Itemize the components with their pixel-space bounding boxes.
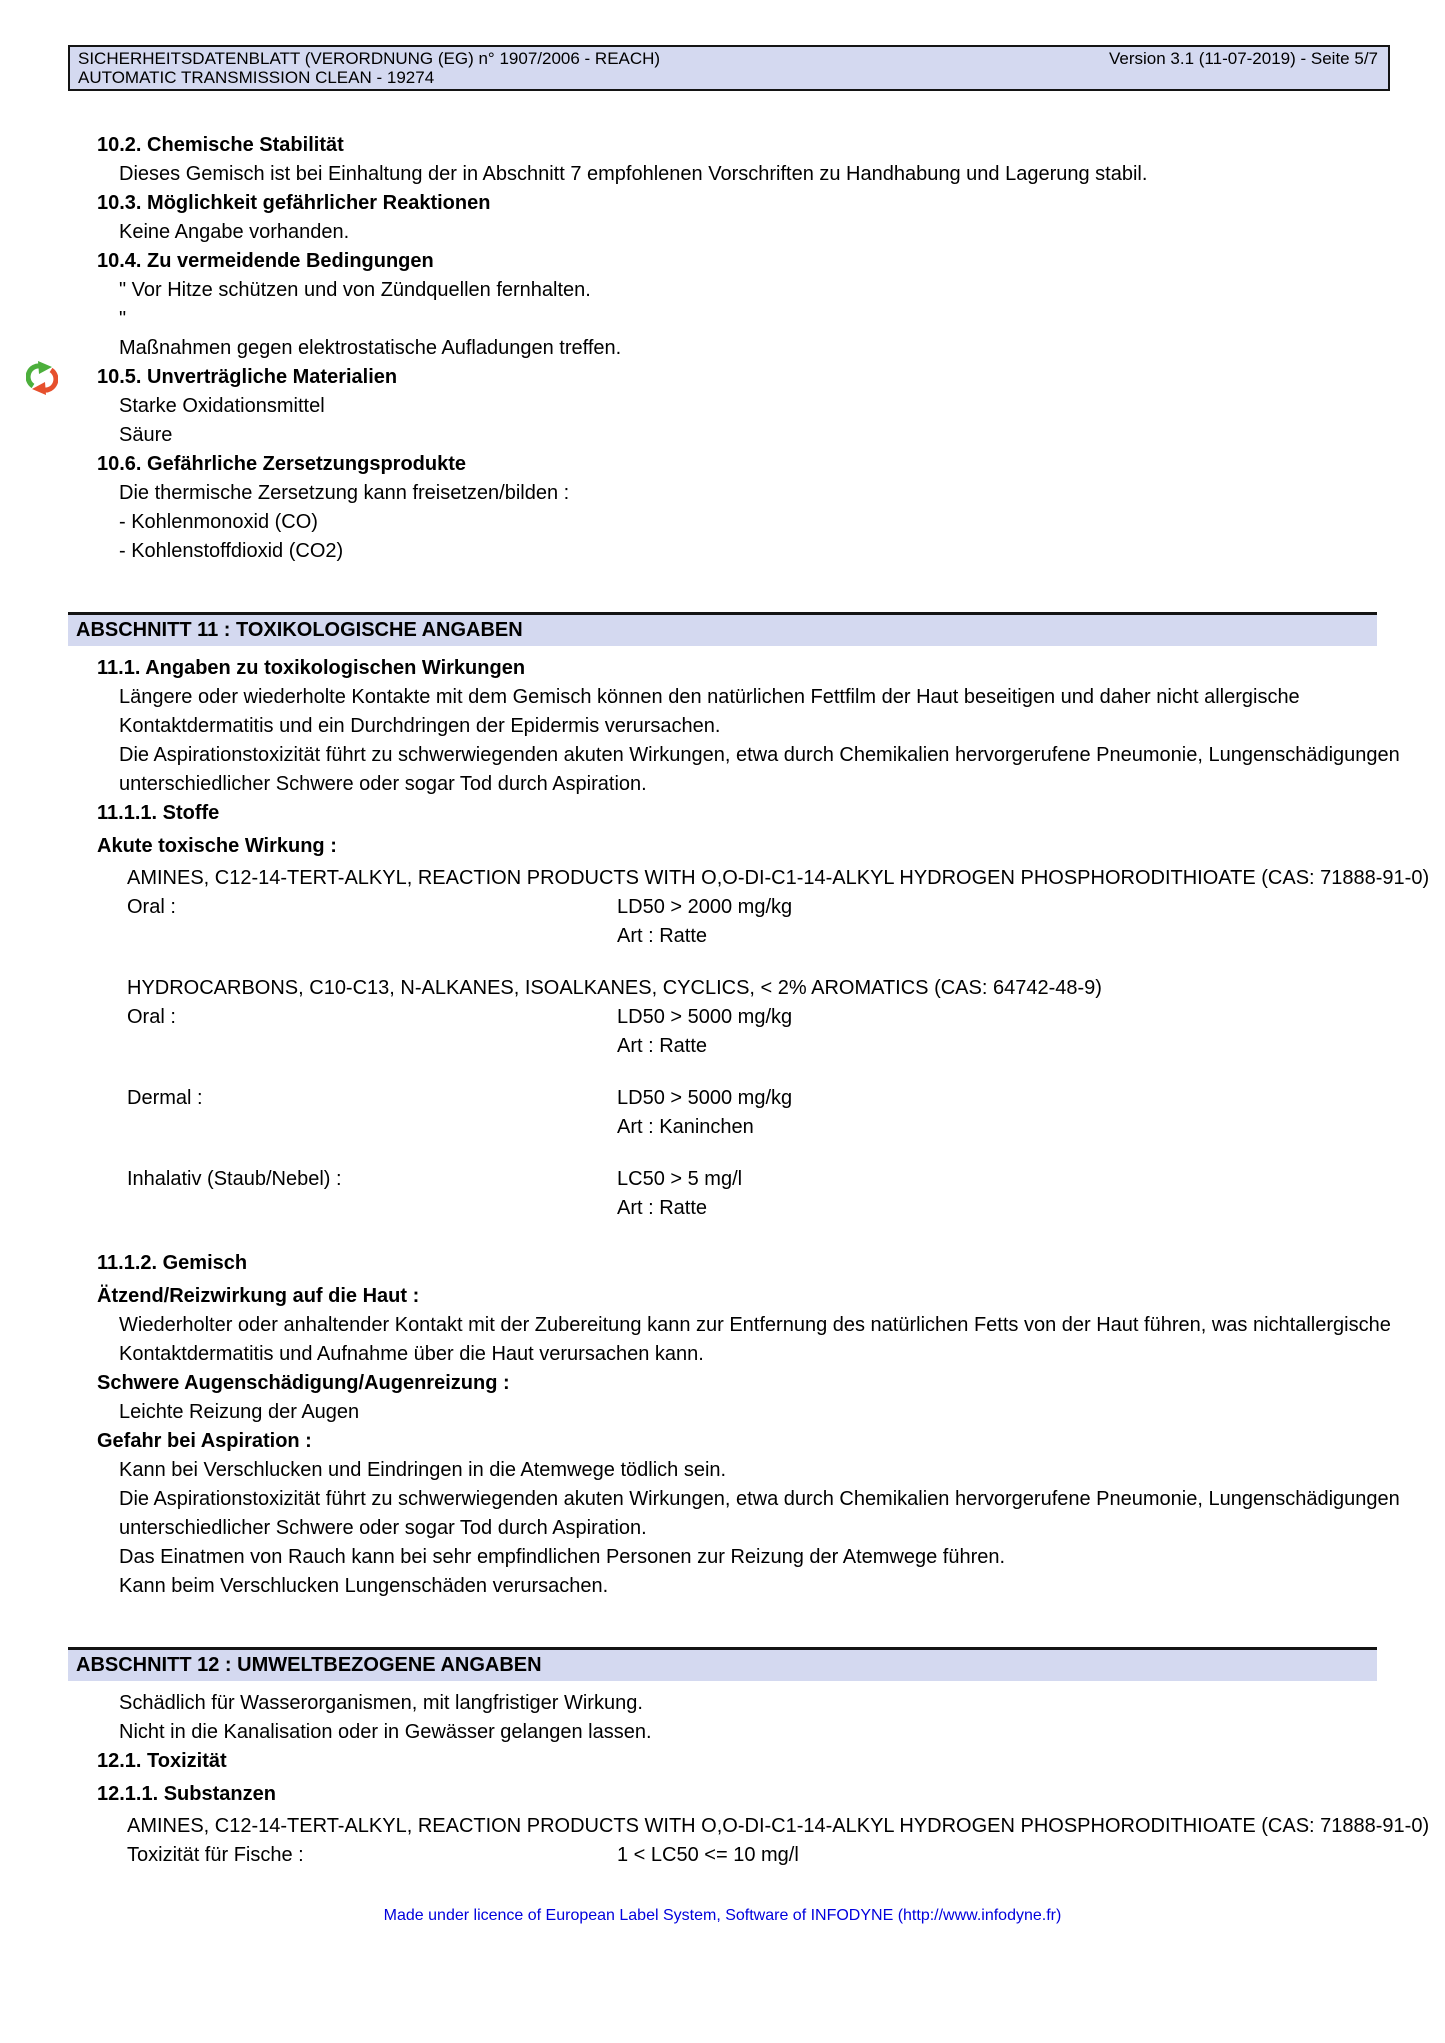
test-species: Art : Ratte: [617, 1197, 708, 1219]
aspiration-text-4: Kann beim Verschlucken Lungenschäden verursachen.: [119, 1575, 609, 1597]
text-11-1-para2: Die Aspirationstoxizität führt zu schwerwiegenden akuten Wirkungen, etwa durch Chemikalien hervorgerufene Pneumonie, Lungenschädigungen unterschiedlicher Schwere oder sogar Tod durch Aspiration.: [119, 744, 1400, 795]
test-species: Art : Ratte: [617, 925, 708, 947]
eye-damage-heading: Schwere Augenschädigung/Augenreizung :: [97, 1372, 510, 1394]
exposure-route-label: Inhalativ (Staub/Nebel) :: [127, 1168, 342, 1190]
section-11-title: ABSCHNITT 11 : TOXIKOLOGISCHE ANGABEN: [76, 619, 523, 641]
toxicity-value: LC50 > 5 mg/l: [617, 1168, 743, 1190]
aspiration-text-1: Kann bei Verschlucken und Eindringen in die Atemwege tödlich sein.: [119, 1459, 727, 1481]
skin-corrosion-heading: Ätzend/Reizwirkung auf die Haut :: [97, 1285, 420, 1307]
text-10-4-line3: Maßnahmen gegen elektrostatische Aufladungen treffen.: [119, 337, 622, 359]
toxicity-value: LD50 > 5000 mg/kg: [617, 1006, 793, 1028]
heading-10-5: 10.5. Unverträgliche Materialien: [97, 366, 398, 388]
eye-damage-text: Leichte Reizung der Augen: [119, 1401, 360, 1423]
document-body: [0, 91, 1445, 1870]
document-header-row1: [78, 49, 1378, 68]
toxicity-row: [127, 1084, 1445, 1113]
text-10-6-line2: - Kohlenmonoxid (CO): [119, 511, 318, 533]
substance-block-hydrocarbons: [127, 974, 1445, 1223]
toxicity-row: [127, 1165, 1445, 1194]
text-10-3: Keine Angabe vorhanden.: [119, 221, 350, 243]
exposure-route-label: Oral :: [127, 896, 176, 918]
text-10-6-line3: - Kohlenstoffdioxid (CO2): [119, 540, 344, 562]
test-species: Art : Kaninchen: [617, 1116, 754, 1138]
eco-toxicity-table: [0, 1812, 1445, 1870]
aspiration-hazard-heading: Gefahr bei Aspiration :: [97, 1430, 312, 1452]
heading-10-6: 10.6. Gefährliche Zersetzungsprodukte: [97, 453, 466, 475]
section-11-band: [68, 612, 1377, 646]
substance-name: AMINES, C12-14-TERT-ALKYL, REACTION PRODUCTS WITH O,O-DI-C1-14-ALKYL HYDROGEN PHOSPHORODITHIOATE (CAS: 71888-91-0): [127, 867, 1430, 889]
substance-block-amines: [127, 864, 1445, 951]
text-12-intro-2: Nicht in die Kanalisation oder in Gewässer gelangen lassen.: [119, 1721, 652, 1743]
aspiration-text-2: Die Aspirationstoxizität führt zu schwerwiegenden akuten Wirkungen, etwa durch Chemikalien hervorgerufene Pneumonie, Lungenschädigungen unterschiedlicher Schwere oder sogar Tod durch Aspiration.: [119, 1488, 1400, 1539]
section-12-band: [68, 1647, 1377, 1681]
heading-12-1: 12.1. Toxizität: [97, 1750, 227, 1772]
heading-10-4: 10.4. Zu vermeidende Bedingungen: [97, 250, 434, 272]
toxicity-value: LD50 > 5000 mg/kg: [617, 1087, 793, 1109]
toxicity-entry: [127, 893, 1445, 951]
text-12-intro-1: Schädlich für Wasserorganismen, mit langfristiger Wirkung.: [119, 1692, 643, 1714]
substance-block-amines-eco: [127, 1812, 1445, 1870]
toxicity-row: [127, 1003, 1445, 1032]
substance-name: HYDROCARBONS, C10-C13, N-ALKANES, ISOALKANES, CYCLICS, < 2% AROMATICS (CAS: 64742-48-9): [127, 977, 1102, 999]
heading-11-1-2: 11.1.2. Gemisch: [97, 1252, 248, 1274]
acute-toxicity-heading: Akute toxische Wirkung :: [97, 835, 337, 857]
toxicity-entry: [127, 1003, 1445, 1061]
heading-10-2: 10.2. Chemische Stabilität: [97, 134, 344, 156]
document-header: [68, 45, 1390, 91]
substance-name: AMINES, C12-14-TERT-ALKYL, REACTION PRODUCTS WITH O,O-DI-C1-14-ALKYL HYDROGEN PHOSPHORODITHIOATE (CAS: 71888-91-0): [127, 1815, 1430, 1837]
heading-11-1: 11.1. Angaben zu toxikologischen Wirkungen: [97, 657, 526, 679]
toxicity-value: LD50 > 2000 mg/kg: [617, 896, 793, 918]
exposure-route-label: Dermal :: [127, 1087, 203, 1109]
licence-link[interactable]: Made under licence of European Label System, Software of INFODYNE (http://www.infodyne.fr): [383, 1907, 1062, 1924]
sds-title: SICHERHEITSDATENBLATT (VERORDNUNG (EG) n° 1907/2006 - REACH): [78, 49, 661, 68]
toxicity-row: [127, 1841, 1445, 1870]
text-10-6-line1: Die thermische Zersetzung kann freisetzen/bilden :: [119, 482, 570, 504]
exposure-route-label: Oral :: [127, 1006, 176, 1028]
section-12-title: ABSCHNITT 12 : UMWELTBEZOGENE ANGABEN: [76, 1654, 542, 1676]
licence-footer: [0, 1906, 1445, 1926]
text-10-5-line2: Säure: [119, 424, 173, 446]
fish-toxicity-label: Toxizität für Fische :: [127, 1844, 304, 1866]
toxicity-entry: [127, 1084, 1445, 1142]
toxicity-entry: [127, 1165, 1445, 1223]
text-10-4-line2: ": [119, 308, 127, 330]
version-page-info: Version 3.1 (11-07-2019) - Seite 5/7: [1108, 49, 1378, 68]
fish-toxicity-value: 1 < LC50 <= 10 mg/l: [617, 1844, 799, 1866]
heading-10-3: 10.3. Möglichkeit gefährlicher Reaktionen: [97, 192, 491, 214]
heading-12-1-1: 12.1.1. Substanzen: [97, 1783, 276, 1805]
toxicity-row: [127, 893, 1445, 922]
product-name: AUTOMATIC TRANSMISSION CLEAN - 19274: [78, 68, 435, 87]
text-10-5-line1: Starke Oxidationsmittel: [119, 395, 325, 417]
test-species: Art : Ratte: [617, 1035, 708, 1057]
aspiration-text-3: Das Einatmen von Rauch kann bei sehr empfindlichen Personen zur Reizung der Atemwege führen.: [119, 1546, 1006, 1568]
acute-toxicity-table: [0, 864, 1445, 1223]
heading-11-1-1: 11.1.1. Stoffe: [97, 802, 220, 824]
text-10-2: Dieses Gemisch ist bei Einhaltung der in Abschnitt 7 empfohlenen Vorschriften zu Handhabung und Lagerung stabil.: [119, 163, 1148, 185]
text-10-4-line1: " Vor Hitze schützen und von Zündquellen fernhalten.: [119, 279, 591, 301]
text-11-1-para1: Längere oder wiederholte Kontakte mit dem Gemisch können den natürlichen Fettfilm der Haut beseitigen und daher nicht allergische Kontaktdermatitis und ein Durchdringen der Epidermis verursachen.: [119, 686, 1300, 737]
skin-corrosion-text: Wiederholter oder anhaltender Kontakt mit der Zubereitung kann zur Entfernung des natürlichen Fetts von der Haut führen, was nichtallergische Kontaktdermatitis und Aufnahme über die Haut verursachen kann.: [119, 1314, 1391, 1365]
